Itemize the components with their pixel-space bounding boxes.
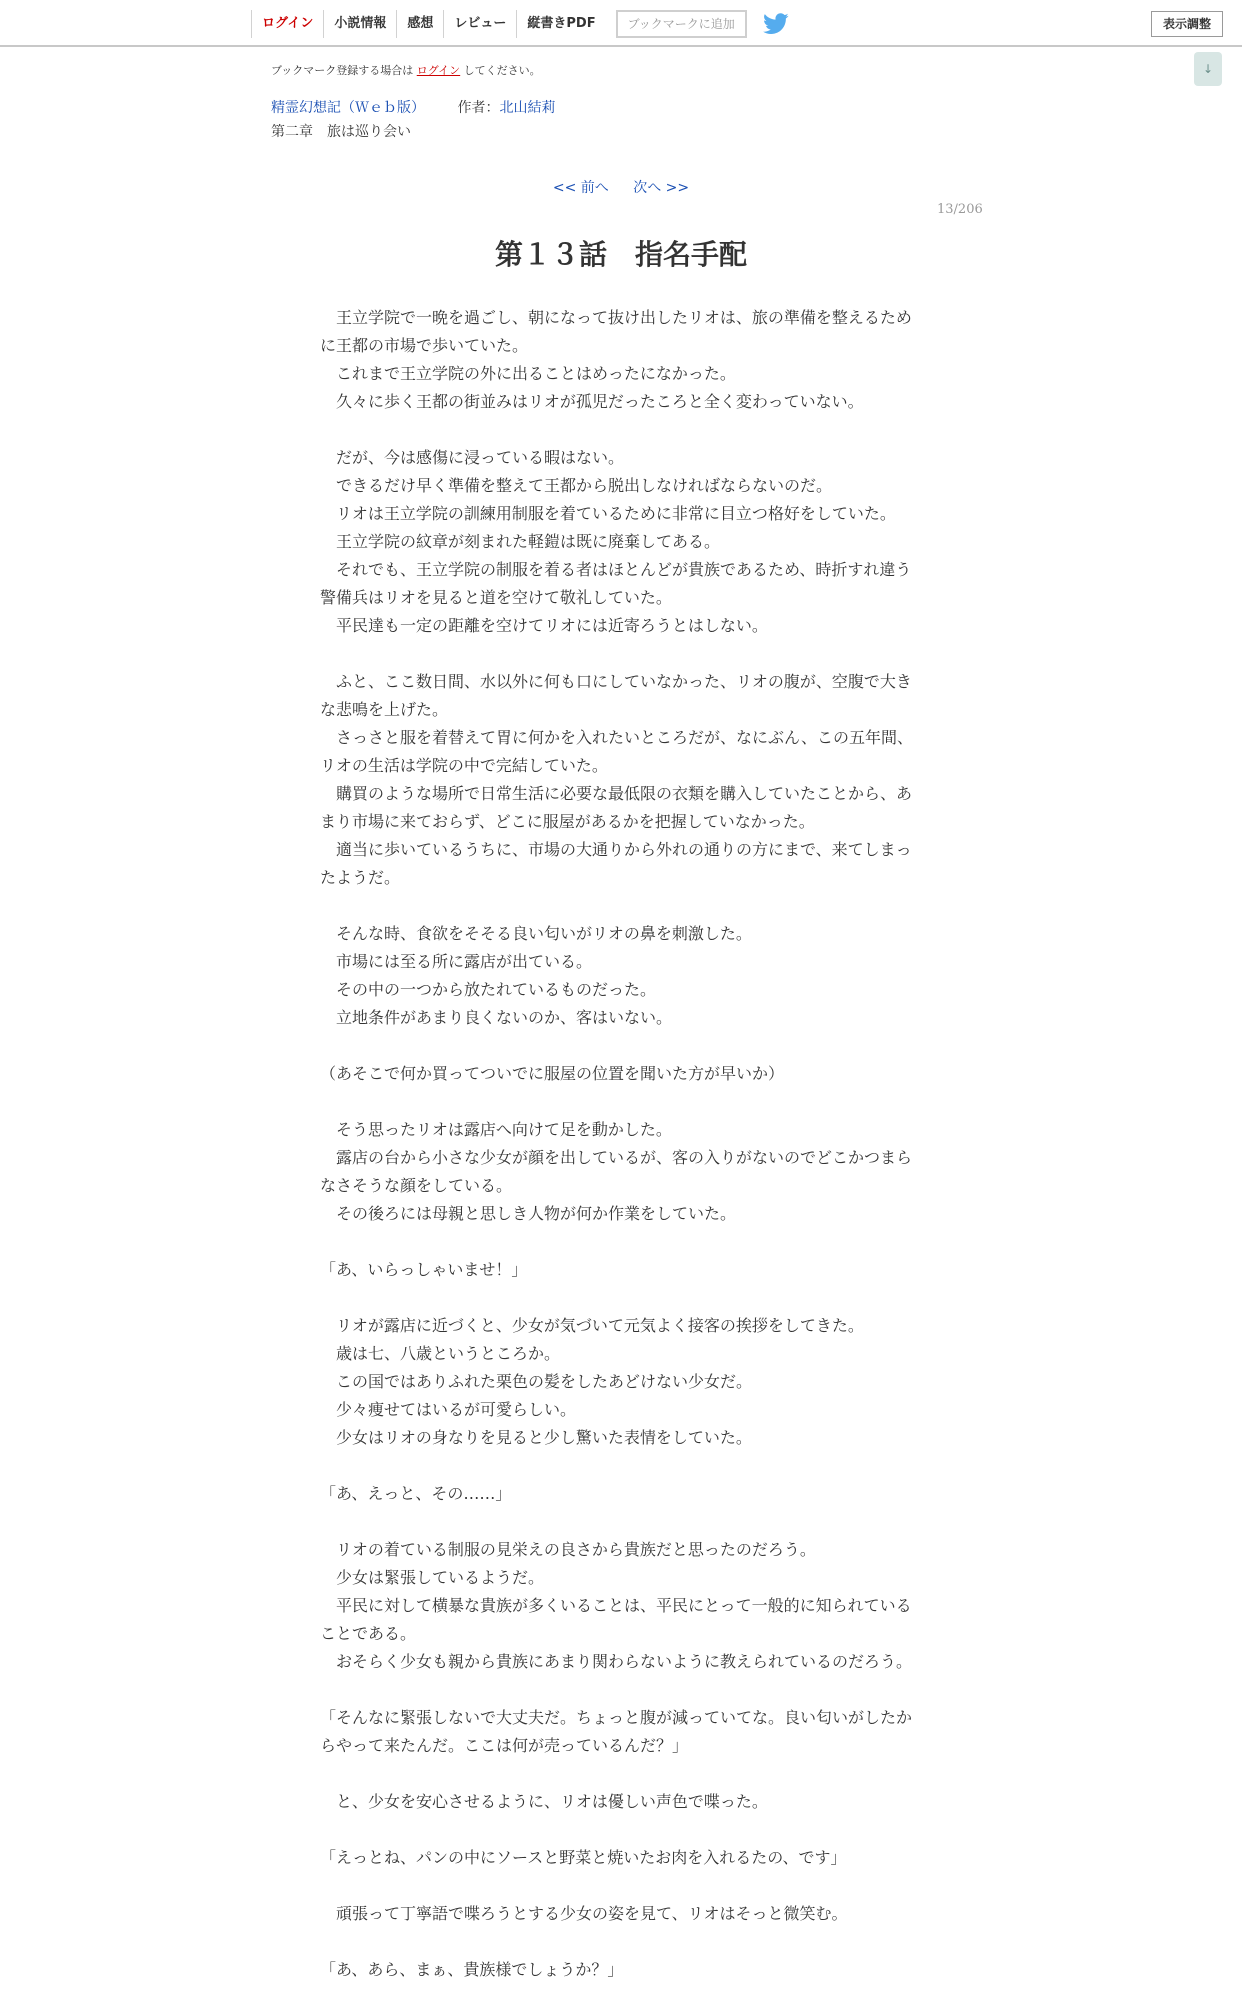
body-paragraph: それでも、王立学院の制服を着る者はほとんどが貴族であるため、時折すれ違う警備兵はリオを見ると道を空けて敬礼していた。 xyxy=(320,560,912,607)
body-paragraph: 「そんなに緊張しないで大丈夫だ。ちょっと腹が減っていてな。良い匂いがしたからやって来たんだ。ここは何が売っているんだ？」 xyxy=(320,1708,913,1755)
nav-login-link[interactable]: ログイン xyxy=(251,10,323,38)
body-paragraph: 平民達も一定の距離を空けてリオには近寄ろうとはしない。 xyxy=(320,616,768,635)
nav-impressions-link[interactable]: 感想 xyxy=(396,10,443,38)
body-paragraph: 適当に歩いているうちに、市場の大通りから外れの通りの方にまで、来てしまったようだ。 xyxy=(320,840,912,887)
body-paragraph: その中の一つから放たれているものだった。 xyxy=(320,980,657,999)
display-settings-button[interactable]: 表示調整 xyxy=(1151,11,1223,37)
body-paragraph: 「あ、えっと、その……」 xyxy=(320,1484,512,1503)
chapter-title: 第二章 旅は巡り会い xyxy=(271,124,411,140)
body-paragraph: 平民に対して横暴な貴族が多くいることは、平民にとって一般的に知られていることである。 xyxy=(320,1596,912,1643)
body-paragraph: 「あ、いらっしゃいませ！」 xyxy=(320,1260,528,1279)
body-paragraph: 立地条件があまり良くないのか、客はいない。 xyxy=(320,1008,673,1027)
series-title-link[interactable]: 精霊幻想記（Ｗｅｂ版） xyxy=(271,100,425,116)
body-paragraph: 少女は緊張しているようだ。 xyxy=(320,1568,545,1587)
body-paragraph: 少女はリオの身なりを見ると少し驚いた表情をしていた。 xyxy=(320,1428,752,1447)
twitter-icon[interactable] xyxy=(763,13,789,35)
body-paragraph xyxy=(320,1872,918,1900)
body-paragraph: そんな時、食欲をそそる良い匂いがリオの鼻を刺激した。 xyxy=(320,924,752,943)
body-paragraph xyxy=(320,1676,918,1704)
body-paragraph xyxy=(320,1928,918,1956)
body-paragraph: 「えっとね、パンの中にソースと野菜と焼いたお肉を入れるたの、です」 xyxy=(320,1848,847,1867)
body-paragraph: おそらく少女も親から貴族にあまり関わらないように教えられているのだろう。 xyxy=(320,1652,913,1671)
body-paragraph: 購買のような場所で日常生活に必要な最低限の衣類を購入していたことから、あまり市場に来ておらず、どこに服屋があるかを把握していなかった。 xyxy=(320,784,913,831)
body-paragraph xyxy=(320,1508,918,1536)
body-paragraph: 少々痩せてはいるが可愛らしい。 xyxy=(320,1400,577,1419)
body-paragraph: 頑張って丁寧語で喋ろうとする少女の姿を見て、リオはそっと微笑む。 xyxy=(320,1904,848,1923)
body-paragraph: 市場には至る所に露店が出ている。 xyxy=(320,952,593,971)
scroll-down-arrow-icon[interactable]: ↓ xyxy=(1194,52,1222,86)
body-paragraph: 「あ、あら、まぁ、貴族様でしょうか？」 xyxy=(320,1960,624,1979)
episode-title: 第１３話 指名手配 xyxy=(494,238,747,271)
body-paragraph: だが、今は感傷に浸っている暇はない。 xyxy=(320,448,625,467)
body-paragraph xyxy=(320,416,918,444)
author-name-link[interactable]: 北山結莉 xyxy=(499,100,556,116)
body-paragraph: 王立学院で一晩を過ごし、朝になって抜け出したリオは、旅の準備を整えるために王都の市場で歩いていた。 xyxy=(320,308,912,355)
body-paragraph xyxy=(320,1088,918,1116)
body-paragraph: この国ではありふれた栗色の髪をしたあどけない少女だ。 xyxy=(320,1372,753,1391)
episode-count: 13/206 xyxy=(937,202,983,217)
nav-review-link[interactable]: レビュー xyxy=(443,10,516,38)
body-paragraph xyxy=(320,1760,918,1788)
body-paragraph: できるだけ早く準備を整えて王都から脱出しなければならないのだ。 xyxy=(320,476,833,495)
body-paragraph: そう思ったリオは露店へ向けて足を動かした。 xyxy=(320,1120,672,1139)
body-paragraph: 久々に歩く王都の街並みはリオが孤児だったころと全く変わっていない。 xyxy=(320,392,864,411)
bookmark-login-link[interactable]: ログイン xyxy=(416,64,461,77)
body-paragraph: これまで王立学院の外に出ることはめったになかった。 xyxy=(320,364,736,383)
bookmark-notice-prefix: ブックマーク登録する場合は xyxy=(271,64,417,77)
header-bar xyxy=(0,0,1242,47)
body-paragraph: 露店の台から小さな少女が顔を出しているが、客の入りがないのでどこかつまらなさそうな顔をしている。 xyxy=(320,1148,913,1195)
body-paragraph xyxy=(320,1228,918,1256)
body-paragraph xyxy=(320,1284,918,1312)
series-info xyxy=(271,97,555,117)
body-paragraph: リオは王立学院の訓練用制服を着ているために非常に目立つ格好をしていた。 xyxy=(320,504,896,523)
bookmark-login-notice xyxy=(271,62,541,78)
body-paragraph: リオの着ている制服の見栄えの良さから貴族だと思ったのだろう。 xyxy=(320,1540,816,1559)
nav-novel-info-link[interactable]: 小説情報 xyxy=(323,10,396,38)
body-paragraph: 歳は七、八歳というところか。 xyxy=(320,1344,561,1363)
body-paragraph: その後ろには母親と思しき人物が何か作業をしていた。 xyxy=(320,1204,737,1223)
bookmark-notice-suffix: してください。 xyxy=(460,64,541,77)
body-paragraph xyxy=(320,892,918,920)
next-episode-link[interactable]: 次へ >> xyxy=(633,180,690,196)
body-paragraph xyxy=(320,1816,918,1844)
body-paragraph: ふと、ここ数日間、水以外に何も口にしていなかった、リオの腹が、空腹で大きな悲鳴を上げた。 xyxy=(320,672,912,719)
body-paragraph: リオが露店に近づくと、少女が気づいて元気よく接客の挨拶をしてきた。 xyxy=(320,1316,864,1335)
episode-pager xyxy=(0,177,1242,197)
novel-body xyxy=(320,304,918,1984)
author-label: 作者： xyxy=(457,100,500,116)
nav-menu xyxy=(251,10,789,38)
body-paragraph xyxy=(320,1452,918,1480)
body-paragraph: 王立学院の紋章が刻まれた軽鎧は既に廃棄してある。 xyxy=(320,532,721,551)
nav-vertical-pdf-link[interactable]: 縦書きPDF xyxy=(516,10,605,38)
prev-episode-link[interactable]: << 前へ xyxy=(552,180,609,196)
body-paragraph: と、少女を安心させるように、リオは優しい声色で喋った。 xyxy=(320,1792,768,1811)
add-bookmark-button[interactable]: ブックマークに追加 xyxy=(616,10,747,38)
body-paragraph xyxy=(320,1032,918,1060)
body-paragraph xyxy=(320,640,918,668)
body-paragraph: （あそこで何か買ってついでに服屋の位置を聞いた方が早いか） xyxy=(320,1064,785,1083)
body-paragraph: さっさと服を着替えて胃に何かを入れたいところだが、なにぶん、この五年間、リオの生活は学院の中で完結していた。 xyxy=(320,728,913,775)
